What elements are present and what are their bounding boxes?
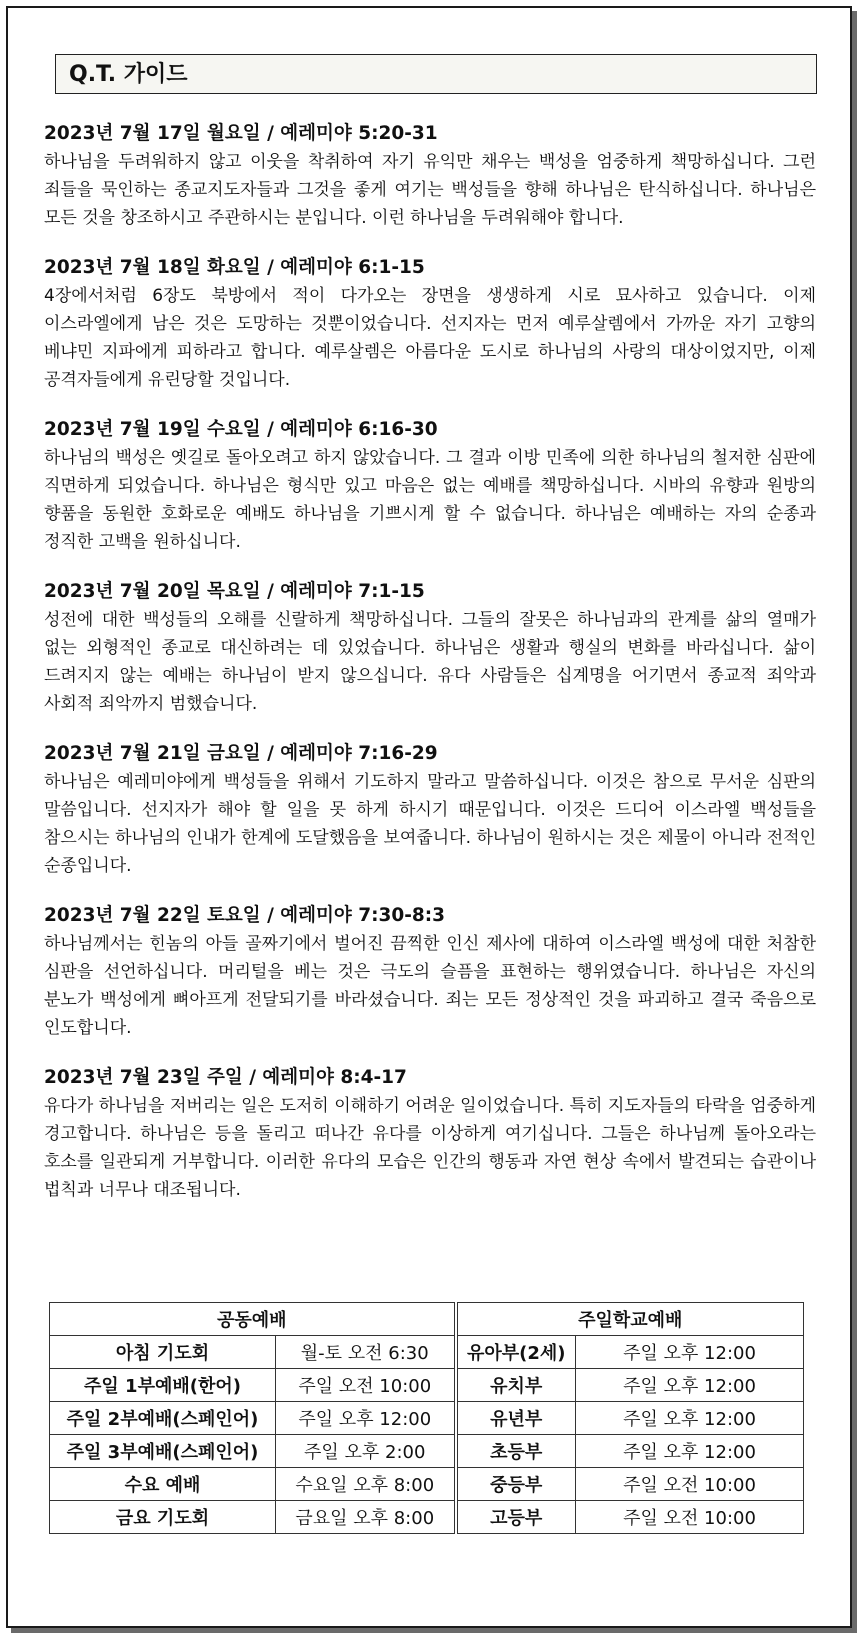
entry-body: 하나님께서는 힌놈의 아들 골짜기에서 벌어진 끔찍한 인신 제사에 대하여 이스라엘 백성에 대한 처참한 심판을 선언하십니다. 머리털을 베는 것은 극도의 슬픔을 표현하는 행위였습니다. 하나님은 자신의 분노가 백성에게 뼈아프게 전달되기를 바라셨습니다. 죄는 모든 정상적인 것을 파괴하고 결국 죽음으로 인도합니다. [44,934,816,1038]
school-dept-name: 유아부(2세) [456,1336,576,1369]
entry-title: 2023년 7월 20일 목요일 / 예레미야 7:1-15 [44,581,425,602]
school-dept-time: 주일 오전 10:00 [576,1468,804,1501]
service-name: 금요 기도회 [50,1501,276,1534]
entry-body: 하나님을 두려워하지 않고 이웃을 착취하여 자기 유익만 채우는 백성을 엄중하게 책망하십니다. 그런 죄들을 묵인하는 종교지도자들과 그것을 좋게 여기는 백성들을 향해 하나님은 탄식하십니다. 하나님은 모든 것을 창조하시고 주관하시는 분입니다. 이런 하나님을 두려워해야 합니다. [44,152,816,228]
entry-title: 2023년 7월 21일 금요일 / 예레미야 7:16-29 [44,743,438,764]
service-time: 주일 오후 2:00 [276,1435,456,1468]
service-name: 아침 기도회 [50,1336,276,1369]
entry-title: 2023년 7월 23일 주일 / 예레미야 8:4-17 [44,1067,407,1088]
service-name: 주일 1부예배(한어) [50,1369,276,1402]
entry-body: 4장에서처럼 6장도 북방에서 적이 다가오는 장면을 생생하게 시로 묘사하고 있습니다. 이제 이스라엘에게 남은 것은 도망하는 것뿐이었습니다. 선지자는 먼저 예루살렘에서 가까운 자기 고향의 베냐민 지파에게 피하라고 합니다. 예루살렘은 아름다운 도시로 하나님의 사랑의 대상이었지만, 이제 공격자들에게 유린당할 것입니다. [44,286,816,390]
table-row [50,1501,804,1534]
table-header-row [50,1303,804,1336]
school-dept-time: 주일 오후 12:00 [576,1435,804,1468]
qt-entry [44,120,816,232]
table-row [50,1468,804,1501]
service-name: 주일 2부예배(스페인어) [50,1402,276,1435]
qt-entry [44,416,816,556]
service-name: 주일 3부예배(스페인어) [50,1435,276,1468]
service-time: 주일 오전 10:00 [276,1369,456,1402]
table-row [50,1402,804,1435]
school-dept-name: 유치부 [456,1369,576,1402]
school-dept-time: 주일 오후 12:00 [576,1336,804,1369]
school-dept-time: 주일 오후 12:00 [576,1402,804,1435]
school-dept-time: 주일 오전 10:00 [576,1501,804,1534]
service-time: 월-토 오전 6:30 [276,1336,456,1369]
entry-title: 2023년 7월 17일 월요일 / 예레미야 5:20-31 [44,123,438,144]
entry-body: 성전에 대한 백성들의 오해를 신랄하게 책망하십니다. 그들의 잘못은 하나님과의 관계를 삶의 열매가 없는 외형적인 종교로 대신하려는 데 있었습니다. 하나님은 생활과 행실의 변화를 바라십니다. 삶이 드려지지 않는 예배는 하나님이 받지 않으십니다. 유다 사람들은 십계명을 어기면서 종교적 죄악과 사회적 죄악까지 범했습니다. [44,610,816,714]
qt-entries [44,120,816,1226]
entry-body: 하나님은 예레미야에게 백성들을 위해서 기도하지 말라고 말씀하십니다. 이것은 참으로 무서운 심판의 말씀입니다. 선지자가 해야 할 일을 못 하게 하시기 때문입니다. 이것은 드디어 이스라엘 백성들을 참으시는 하나님의 인내가 한계에 도달했음을 보여줍니다. 하나님이 원하시는 것은 제물이 아니라 전적인 순종입니다. [44,772,816,876]
table-row [50,1369,804,1402]
school-dept-name: 초등부 [456,1435,576,1468]
qt-entry [44,740,816,880]
qt-entry [44,578,816,718]
qt-entry [44,254,816,394]
qt-entry [44,902,816,1042]
entry-title: 2023년 7월 22일 토요일 / 예레미야 7:30-8:3 [44,905,446,926]
service-time: 수요일 오후 8:00 [276,1468,456,1501]
entry-title: 2023년 7월 18일 화요일 / 예레미야 6:1-15 [44,257,425,278]
entry-body: 하나님의 백성은 옛길로 돌아오려고 하지 않았습니다. 그 결과 이방 민족에 의한 하나님의 철저한 심판에 직면하게 되었습니다. 하나님은 형식만 있고 마음은 없는 예배를 책망하십니다. 시바의 유향과 원방의 향품을 동원한 호화로운 예배도 하나님을 기쁘시게 할 수 없습니다. 하나님은 예배하는 자의 순종과 정직한 고백을 원하십니다. [44,448,816,552]
school-dept-time: 주일 오후 12:00 [576,1369,804,1402]
worship-schedule-table [49,1302,804,1534]
entry-body: 유다가 하나님을 저버리는 일은 도저히 이해하기 어려운 일이었습니다. 특히 지도자들의 타락을 엄중하게 경고합니다. 하나님은 등을 돌리고 떠나간 유다를 이상하게 여기십니다. 그들은 하나님께 돌아오라는 호소를 일관되게 거부합니다. 이러한 유다의 모습은 인간의 행동과 자연 현상 속에서 발견되는 습관이나 법칙과 너무나 대조됩니다. [44,1096,816,1200]
qt-entry [44,1064,816,1204]
service-time: 금요일 오후 8:00 [276,1501,456,1534]
qt-guide-header [55,54,817,94]
public-worship-header: 공동예배 [50,1303,456,1336]
page-title: Q.T. 가이드 [69,62,188,87]
school-dept-name: 고등부 [456,1501,576,1534]
service-time: 주일 오후 12:00 [276,1402,456,1435]
table-row [50,1336,804,1369]
entry-title: 2023년 7월 19일 수요일 / 예레미야 6:16-30 [44,419,438,440]
school-dept-name: 중등부 [456,1468,576,1501]
service-name: 수요 예배 [50,1468,276,1501]
sunday-school-header: 주일학교예배 [456,1303,804,1336]
school-dept-name: 유년부 [456,1402,576,1435]
table-row [50,1435,804,1468]
